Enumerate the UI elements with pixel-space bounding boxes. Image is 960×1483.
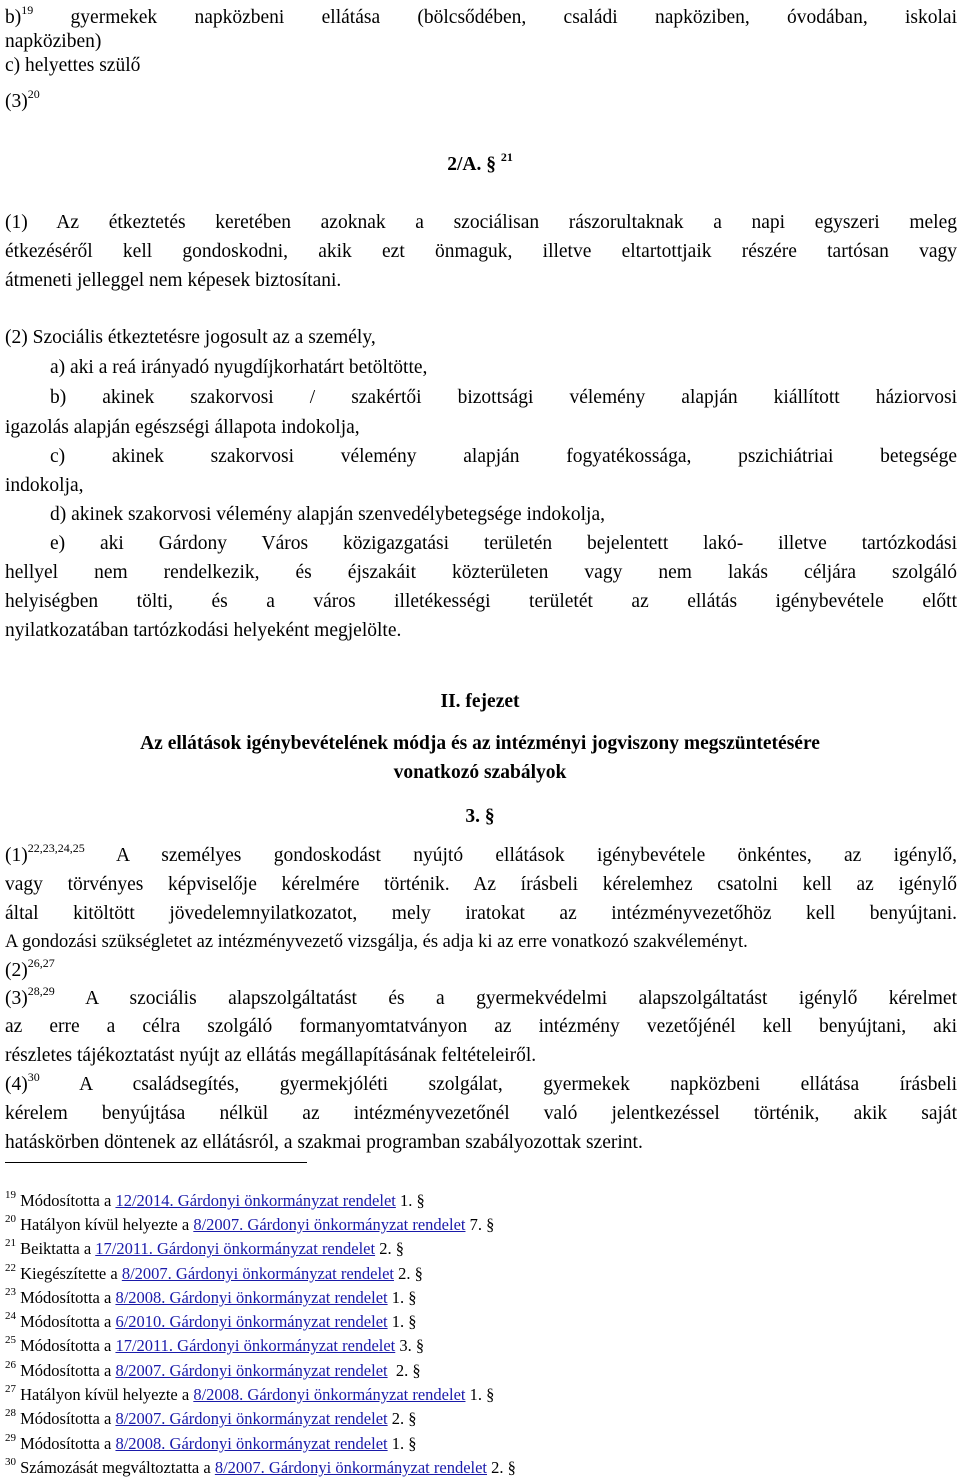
paragraph-line: vagy törvényes képviselője kérelmére történik. Az írásbeli kérelemhez csatolni kell az igénylő [5,874,957,895]
list-item-e-cont: helyiségben tölti, és a város illetékességi területét az ellátás igénybevétele előtt [5,591,957,612]
footnote [5,1433,417,1455]
footnote-number: 23 [5,1286,16,1298]
footnote-text: Módosította a [20,1434,116,1453]
footnote-link[interactable]: 8/2008. Gárdonyi önkormányzat rendelet [115,1434,388,1453]
footnote-text: 1. § [387,1288,417,1307]
top-line-3-label: (3) [5,91,28,112]
chapter-title-line2: vonatkozó szabályok [393,762,567,783]
footnote [5,1384,494,1406]
para-label: (2) [5,960,28,981]
footnote-number: 27 [5,1383,16,1395]
list-item-d: d) akinek szakorvosi vélemény alapján szenvedélybetegsége indokolja, [50,504,606,525]
footnote-ref[interactable]: 30 [27,1070,40,1084]
section-3-para2 [5,956,55,983]
chapter-number: II. fejezet [440,691,520,712]
top-line-c: c) helyettes szülő [5,55,141,76]
footnote [5,1214,494,1236]
footnote [5,1335,424,1357]
paragraph-line: átmeneti jelleggel nem képesek biztosítani. [5,270,342,291]
footnote [5,1287,417,1309]
footnote-text: 2. § [387,1409,417,1428]
footnote-link[interactable]: 8/2007. Gárdonyi önkormányzat rendelet [121,1264,394,1283]
footnote-text: 2. § [387,1361,421,1380]
footnote-link[interactable]: 8/2007. Gárdonyi önkormányzat rendelet [214,1458,488,1477]
top-line-napkoziben: napköziben) [5,31,102,52]
list-item-a: a) aki a reá irányadó nyugdíjkorhatárt betöltötte, [50,357,428,378]
footnote-text: 7. § [465,1215,495,1234]
section-3-heading: 3. § [465,806,495,827]
top-line-b-text [5,3,957,28]
footnote-text: Számozását megváltoztatta a [20,1458,215,1477]
footnote-text: 2. § [375,1239,404,1258]
list-item-e-cont: hellyel nem rendelkezik, és éjszakáit közterületen vagy nem lakás céljára szolgáló [5,562,957,583]
footnote-text: 1. § [395,1191,425,1210]
para-label: (1) [5,845,28,866]
footnote [5,1408,417,1430]
paragraph-line: hatáskörben döntenek az ellátásról, a szakmai programban szabályozottak szerint. [5,1132,643,1153]
list-item-e: e) aki Gárdony Város közigazgatási területén bejelentett lakó- illetve tartózkodási [50,533,957,554]
footnote-ref[interactable]: 21 [500,150,513,164]
footnote-link[interactable]: 8/2008. Gárdonyi önkormányzat rendelet [115,1288,388,1307]
footnote-ref[interactable]: 22,23,24,25 [27,841,85,855]
paragraph-line: az erre a célra szolgáló formanyomtatványon az intézmény vezetőjénél kell benyújtani, aki [5,1016,957,1037]
paragraph-text: gyermekek napközbeni ellátása (bölcsődében, családi napköziben, óvodában, iskolai [33,7,957,28]
footnote-text: 2. § [487,1458,516,1477]
paragraph-line: (2) Szociális étkeztetésre jogosult az a személy, [5,327,376,348]
paragraph-line: kérelem benyújtása nélkül az intézményvezetőnél való jelentkezéssel történik, akik saját [5,1103,957,1124]
footnote-text: Beiktatta a [20,1239,96,1258]
footnote-text: 2. § [394,1264,423,1283]
footnote-number: 29 [5,1432,16,1444]
footnote-separator [5,1162,307,1163]
footnote-text: Módosította a [20,1288,116,1307]
footnote-number: 28 [5,1407,16,1419]
list-item-c-cont: indokolja, [5,475,84,496]
footnote-link[interactable]: 6/2010. Gárdonyi önkormányzat rendelet [115,1312,388,1331]
footnote-number: 26 [5,1359,16,1371]
list-item-c: c) akinek szakorvosi vélemény alapján fogyatékossága, pszichiátriai betegsége [50,446,957,467]
paragraph-text: A személyes gondoskodást nyújtó ellátások igénybevétele önkéntes, az igénylő, [84,845,957,866]
footnote-text: Módosította a [20,1361,116,1380]
footnote-link[interactable]: 17/2011. Gárdonyi önkormányzat rendelet [115,1336,396,1355]
paragraph-text: A családsegítés, gyermekjóléti szolgálat, gyermekek napközbeni ellátása írásbeli [39,1074,957,1095]
footnote-number: 19 [5,1189,16,1201]
footnote-text: 3. § [395,1336,425,1355]
footnote [5,1311,417,1333]
footnote-ref[interactable]: 20 [27,87,40,101]
footnote-text: Módosította a [20,1312,116,1331]
footnote-link[interactable]: 12/2014. Gárdonyi önkormányzat rendelet [115,1191,396,1210]
footnote-number: 25 [5,1334,16,1346]
footnote-number: 24 [5,1310,16,1322]
footnote [5,1263,423,1285]
top-line-3 [5,87,40,114]
list-item-b-cont: igazolás alapján egészségi állapota indokolja, [5,417,360,438]
footnote-number: 22 [5,1262,16,1274]
para-label: (3) [5,988,28,1009]
footnote [5,1238,404,1260]
paragraph-line: étkezéséről kell gondoskodni, akik ezt önmaguk, illetve eltartottjaik részére tartósan vagy [5,241,957,262]
footnote-text: Módosította a [20,1191,116,1210]
para-label: (4) [5,1074,28,1095]
paragraph-line: A gondozási szükségletet az intézményvezető vizsgálja, és adja ki az erre vonatkozó szakvéleményt. [5,932,748,952]
paragraph-line: által kitöltött jövedelemnyilatkozatot, mely iratokat az intézményvezetőhöz kell benyújtani. [5,903,957,924]
paragraph-line [5,1070,957,1097]
footnote-text: Hatályon kívül helyezte a [20,1385,194,1404]
footnote-text: Módosította a [20,1336,116,1355]
footnote-text: Hatályon kívül helyezte a [20,1215,194,1234]
footnote-ref[interactable]: 28,29 [27,984,55,998]
footnote-text: 1. § [387,1434,417,1453]
footnote-text: Módosította a [20,1409,116,1428]
footnote-ref[interactable]: 26,27 [27,956,55,970]
footnote-link[interactable]: 8/2007. Gárdonyi önkormányzat rendelet [193,1215,466,1234]
footnote [5,1360,421,1382]
footnote-number: 30 [5,1456,16,1468]
footnote-number: 20 [5,1213,16,1225]
top-line-b [5,3,957,30]
section-2a-heading-text: 2/A. § [447,154,496,175]
list-item-b: b) akinek szakorvosi / szakértői bizottsági vélemény alapján kiállított háziorvosi [50,387,957,408]
footnote-text: Kiegészítette a [20,1264,122,1283]
footnote-link[interactable]: 8/2007. Gárdonyi önkormányzat rendelet [115,1409,388,1428]
paragraph-line: (1) Az étkeztetés keretében azoknak a szociálisan rászorultaknak a napi egyszeri meleg [5,212,957,233]
footnote-ref[interactable]: 19 [21,3,34,17]
list-item-e-cont: nyilatkozatában tartózkodási helyeként megjelölte. [5,620,402,641]
list-label: b) [5,7,22,28]
footnote-link[interactable]: 8/2007. Gárdonyi önkormányzat rendelet [115,1361,388,1380]
footnote-text: 1. § [387,1312,417,1331]
footnote-number: 21 [5,1237,16,1249]
footnote-link[interactable]: 8/2008. Gárdonyi önkormányzat rendelet [193,1385,466,1404]
footnote [5,1457,516,1479]
chapter-title-line1: Az ellátások igénybevételének módja és az intézményi jogviszony megszüntetésére [140,733,820,754]
footnote-link[interactable]: 17/2011. Gárdonyi önkormányzat rendelet [95,1239,376,1258]
paragraph-line [5,984,957,1011]
section-2a-heading [0,152,960,178]
paragraph-line [5,841,957,868]
footnote [5,1190,425,1212]
paragraph-text: A szociális alapszolgáltatást és a gyermekvédelmi alapszolgáltatást igénylő kérelmet [54,988,957,1009]
paragraph-line: részletes tájékoztatást nyújt az ellátás megállapításának feltételeiről. [5,1045,537,1066]
footnote-text: 1. § [465,1385,495,1404]
